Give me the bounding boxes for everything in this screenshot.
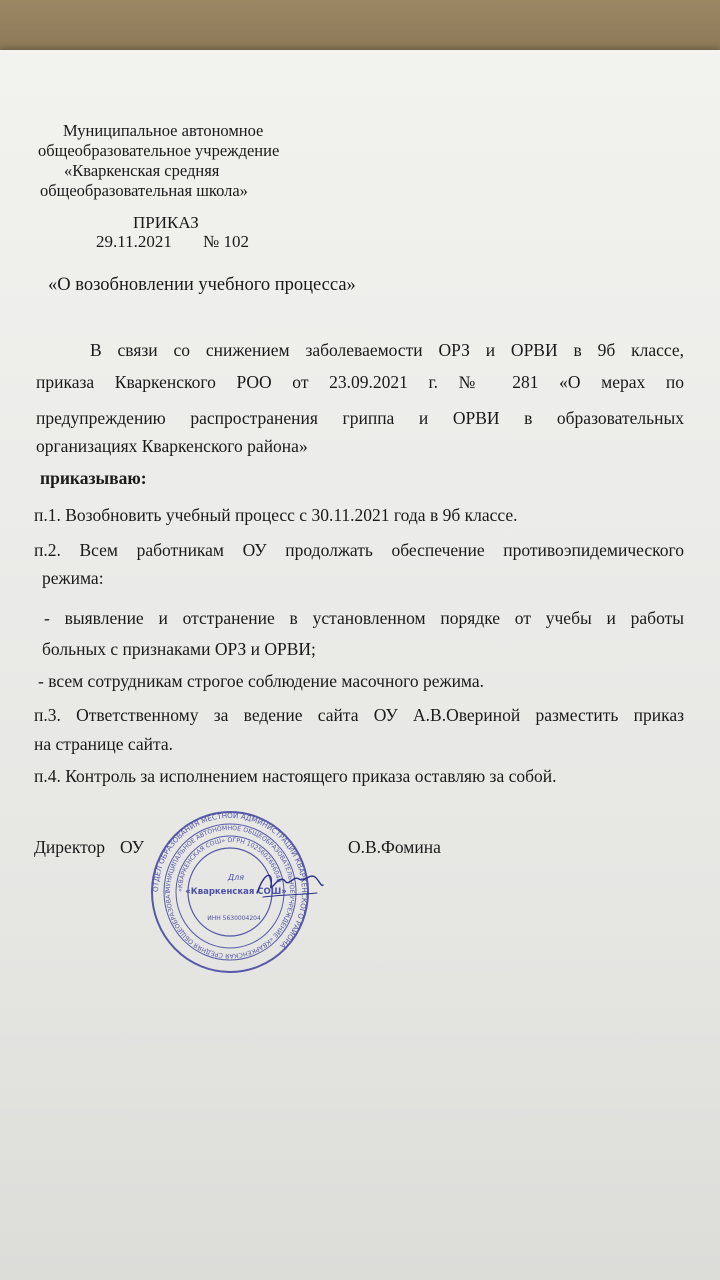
- stamp-inn: ИНН 5630004204: [207, 915, 261, 922]
- item-2-dash-2: - всем сотрудникам строгое соблюдение масочного режима.: [38, 671, 485, 691]
- doc-type: ПРИКАЗ: [133, 213, 199, 232]
- preamble-line-3: предупреждению распространения гриппа и ОРВИ в образовательных: [36, 408, 684, 428]
- signature-position: Директор: [34, 837, 106, 857]
- stamp-middle-text: МУНИЦИПАЛЬНОЕ АВТОНОМНОЕ ОБЩЕОБРАЗОВАТЕЛЬНОЕ УЧРЕЖДЕНИЕ «КВАРКЕНСКАЯ СРЕДНЯЯ ОБЩЕОБРАЗОВАТ: [164, 824, 296, 960]
- org-line-3: «Кваркенская средняя: [64, 161, 220, 180]
- item-2-dash-1-line-2: больных с признаками ОРЗ и ОРВИ;: [42, 639, 316, 659]
- order-word: приказываю:: [40, 468, 147, 488]
- document-page: [0, 50, 720, 1280]
- preamble-line-2: приказа Кваркенского РОО от 23.09.2021 г. № 281 «О мерах по: [36, 372, 684, 392]
- item-2-dash-1-line-1: - выявление и отстранение в установленном порядке от учебы и работы: [44, 608, 684, 628]
- org-line-2: общеобразовательное учреждение: [38, 141, 280, 160]
- doc-title: «О возобновлении учебного процесса»: [48, 275, 356, 295]
- item-1: п.1. Возобновить учебный процесс с 30.11.2021 года в 9б классе.: [34, 505, 518, 525]
- item-2-line-2: режима:: [42, 568, 104, 588]
- handwritten-signature: [255, 865, 325, 903]
- signature-org: ОУ: [120, 837, 145, 857]
- item-3-line-1: п.3. Ответственному за ведение сайта ОУ А.В.Овериной разместить приказ: [34, 705, 684, 725]
- stamp-center-top: Для: [227, 873, 245, 882]
- stamp-inner-text: «КВАРКЕНСКАЯ СОШ» ОГРН 1025602666040: [176, 836, 283, 893]
- doc-date: 29.11.2021: [96, 232, 172, 251]
- item-2-line-1: п.2. Всем работникам ОУ продолжать обеспечение противоэпидемического: [34, 540, 684, 560]
- item-3-line-2: на странице сайта.: [34, 734, 174, 754]
- stamp-center-mid: «Кваркенская СОШ»: [185, 887, 287, 897]
- org-line-4: общеобразовательная школа»: [40, 181, 248, 200]
- preamble-line-1: В связи со снижением заболеваемости ОРЗ и ОРВИ в 9б классе,: [90, 340, 684, 360]
- preamble-line-4: организациях Кваркенского района»: [36, 436, 308, 456]
- signature-name: О.В.Фомина: [348, 837, 441, 857]
- doc-number: № 102: [203, 232, 249, 251]
- item-4: п.4. Контроль за исполнением настоящего приказа оставляю за собой.: [34, 766, 557, 786]
- org-line-1: Муниципальное автономное: [63, 121, 264, 140]
- stamp-outer-text: ОТДЕЛ ОБРАЗОВАНИЯ МЕСТНОЙ АДМИНИСТРАЦИИ КВАРКЕНСКОГО РАЙОНА: [150, 810, 310, 951]
